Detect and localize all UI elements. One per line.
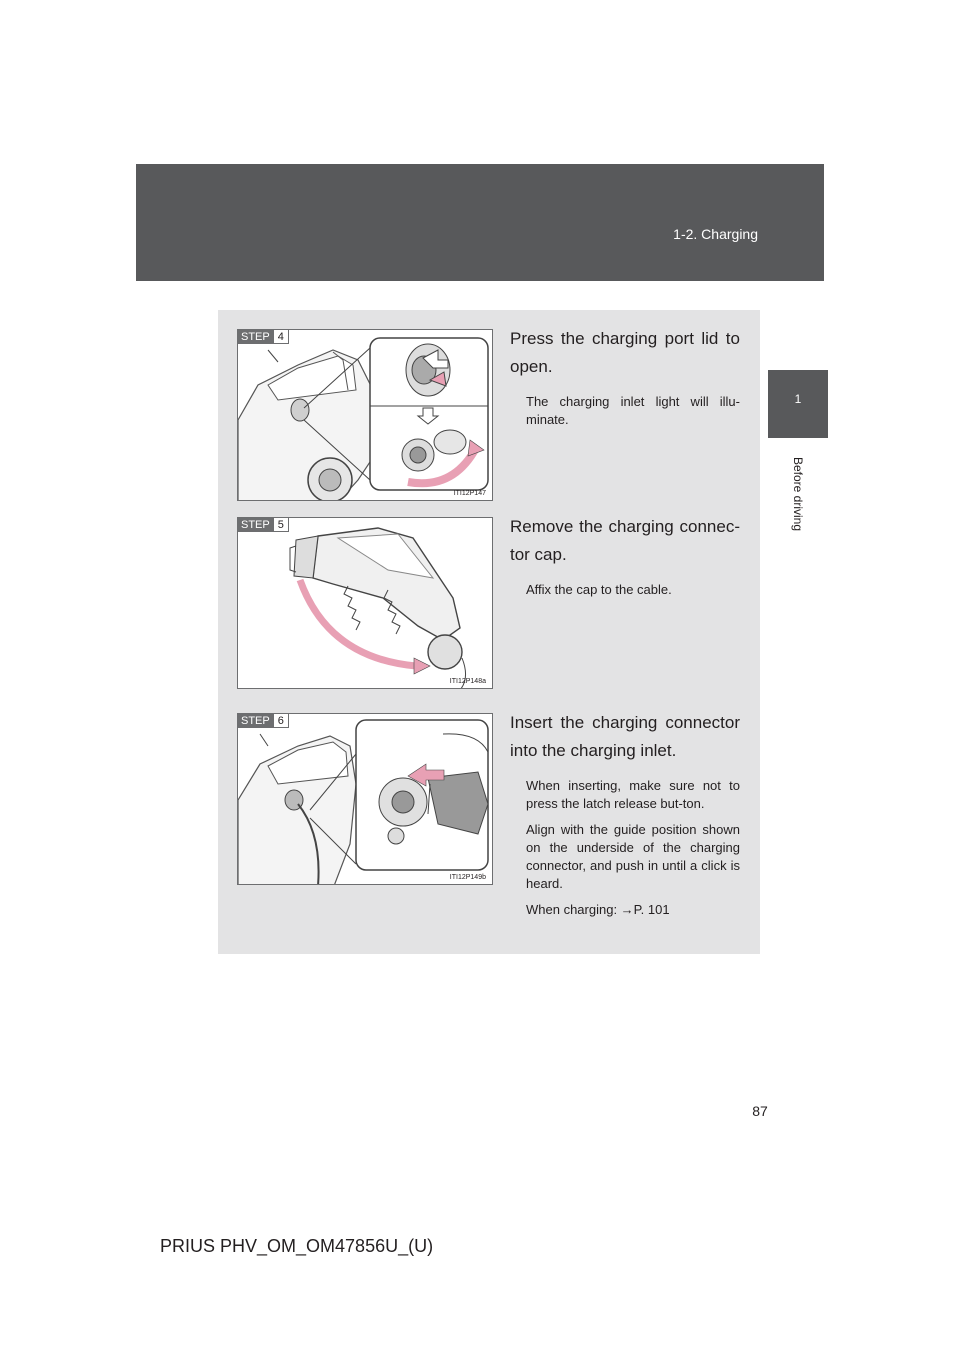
step-heading: Insert the charging connector into the charging inlet. (510, 713, 740, 760)
chapter-number: 1 (794, 392, 802, 406)
step-badge-number: 6 (273, 714, 289, 728)
step-5-illustration (237, 517, 493, 689)
step-6-text (510, 709, 740, 919)
step-heading: Remove the charging connec-tor cap. (510, 517, 740, 564)
figure-code: ITI12P149b (449, 874, 486, 881)
page-number: 87 (752, 1103, 768, 1119)
steps-panel (218, 310, 760, 954)
step-note: When inserting, make sure not to press the latch release but-ton. (526, 778, 740, 811)
step-4-text (510, 325, 740, 429)
document-code: PRIUS PHV_OM_OM47856U_(U) (160, 1236, 434, 1256)
step-badge-label: STEP (238, 714, 273, 728)
charging-connector-cap-illustration (238, 518, 493, 689)
step-note: Affix the cap to the cable. (526, 582, 672, 597)
step-badge (238, 330, 289, 344)
step-4-illustration (237, 329, 493, 501)
insert-charging-connector-illustration (238, 714, 493, 885)
step-5-text (510, 513, 740, 599)
car-charging-port-lid-illustration (238, 330, 493, 501)
header-band (136, 164, 824, 281)
step-badge (238, 518, 289, 532)
figure-code: ITI12P148a (449, 678, 486, 685)
step-badge-number: 5 (273, 518, 289, 532)
section-title: 1-2. Charging (673, 226, 758, 242)
step-note: Align with the guide position shown on the underside of the charging connector, and push in until a click is heard. (526, 822, 740, 891)
step-heading: Press the charging port lid to open. (510, 329, 740, 376)
step-note: The charging inlet light will illu-minate. (526, 394, 740, 427)
step-badge (238, 714, 289, 728)
chapter-title-text: Before driving (791, 456, 805, 532)
step-badge-label: STEP (238, 518, 273, 532)
step-6-illustration (237, 713, 493, 885)
chapter-tab (768, 370, 828, 438)
figure-code: ITI12P147 (453, 490, 486, 497)
page-reference-link[interactable]: When charging: →P. 101 (526, 902, 670, 917)
step-badge-label: STEP (238, 330, 273, 344)
step-badge-number: 4 (273, 330, 289, 344)
